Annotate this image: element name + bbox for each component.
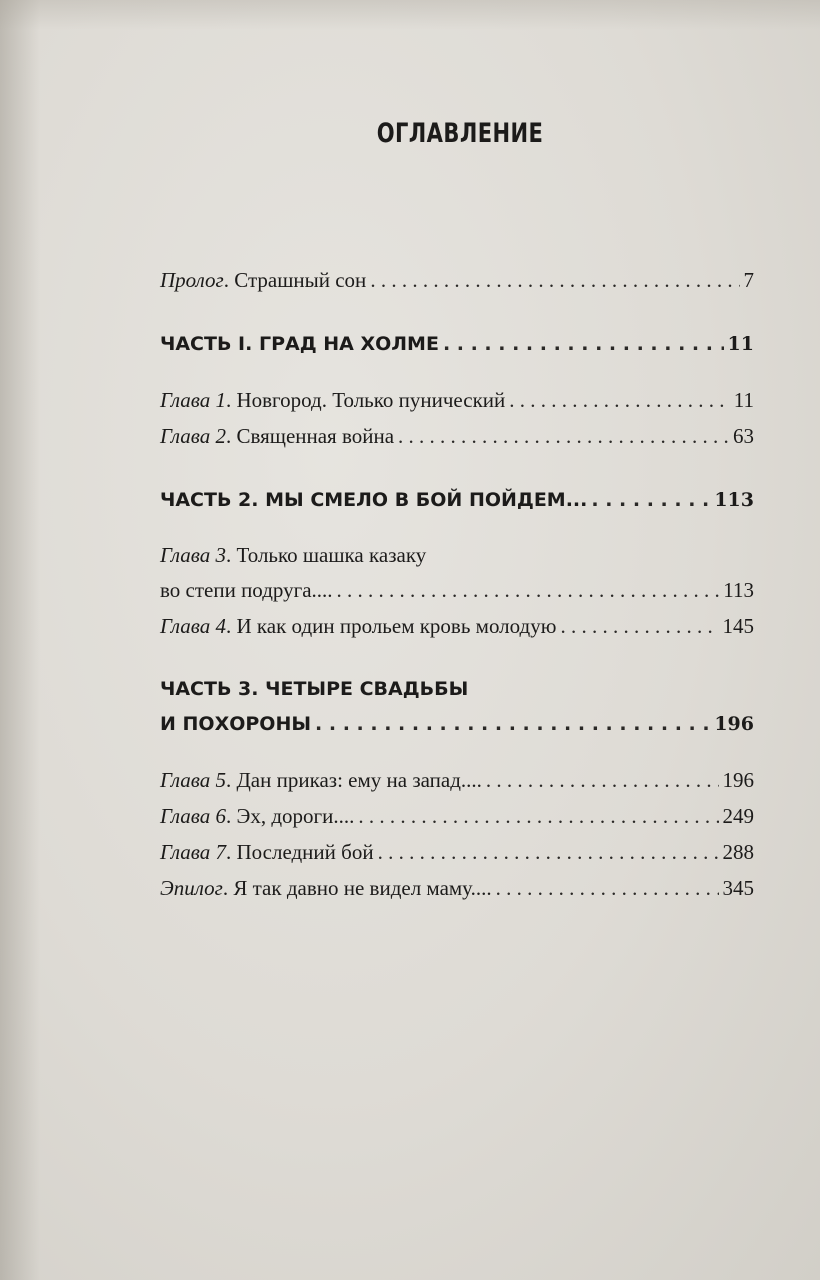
entry-title: . Страшный сон: [223, 268, 367, 292]
toc-entry-chapter-3-line-1: [160, 538, 754, 572]
dot-leader: [486, 762, 719, 798]
entry-page: 63: [733, 424, 754, 448]
dot-leader: [378, 834, 719, 870]
dot-leader: [315, 706, 710, 742]
toc-entry-chapter-2: [160, 418, 754, 454]
toc-part-1: [160, 326, 754, 362]
toc-entry-chapter-1: [160, 382, 754, 418]
toc-entry-chapter-3-line-2: [160, 572, 754, 608]
dot-leader: [443, 326, 724, 362]
toc-entry-chapter-7: [160, 834, 754, 870]
part-page: 113: [714, 489, 754, 511]
entry-title: . И как один прольем кровь молодую: [225, 614, 557, 638]
entry-page: 113: [723, 578, 754, 602]
dot-leader: [337, 572, 720, 608]
entry-page: 288: [722, 840, 754, 864]
entry-page: 196: [722, 768, 754, 792]
dot-leader: [370, 262, 739, 298]
dot-leader: [560, 608, 718, 644]
entry-title: . Только шашка казаку: [225, 543, 427, 567]
entry-label: Пролог: [160, 268, 224, 292]
entry-page: 145: [722, 614, 754, 638]
part-title-continued: И ПОХОРОНЫ: [160, 713, 312, 735]
entry-label: Глава 2: [160, 424, 226, 448]
entry-page: 11: [733, 388, 754, 412]
page-title: ОГЛАВЛЕНИЕ: [376, 118, 544, 149]
entry-page: 7: [743, 268, 754, 292]
dot-leader: [398, 418, 729, 454]
entry-title: . Новгород. Только пунический: [225, 388, 506, 412]
entry-page: 249: [722, 804, 754, 828]
entry-label: Глава 7: [160, 840, 226, 864]
part-title: ЧАСТЬ 2. МЫ СМЕЛО В БОЙ ПОЙДЕМ...: [160, 489, 588, 511]
toc-part-3-line-1: ЧАСТЬ 3. ЧЕТЫРЕ СВАДЬБЫ: [160, 678, 469, 700]
toc-entry-chapter-6: [160, 798, 754, 834]
entry-label: Глава 3: [160, 543, 226, 567]
entry-label: Глава 6: [160, 804, 226, 828]
part-page: 11: [727, 333, 754, 355]
spine-shadow: [0, 0, 40, 1280]
entry-label: Глава 5: [160, 768, 226, 792]
dot-leader: [509, 382, 730, 418]
entry-title: . Эх, дороги....: [225, 804, 355, 828]
entry-title: . Я так давно не видел маму....: [222, 876, 492, 900]
dot-leader: [591, 482, 710, 518]
part-page: 196: [714, 713, 754, 735]
part-title: ЧАСТЬ I. ГРАД НА ХОЛМЕ: [160, 333, 439, 355]
toc-part-3-line-2: [160, 706, 754, 742]
top-shadow: [0, 0, 820, 30]
dot-leader: [358, 798, 718, 834]
entry-title: . Последний бой: [225, 840, 374, 864]
toc-entry-epilogue: [160, 870, 754, 906]
toc-entry-chapter-4: [160, 608, 754, 644]
entry-label: Глава 4: [160, 614, 226, 638]
entry-label: Глава 1: [160, 388, 226, 412]
toc-entry-prologue: [160, 262, 754, 298]
entry-title: . Священная война: [225, 424, 395, 448]
entry-title: . Дан приказ: ему на запад....: [225, 768, 482, 792]
entry-title-continued: во степи подруга....: [160, 578, 333, 602]
toc-entry-chapter-5: [160, 762, 754, 798]
toc-part-2: [160, 482, 754, 518]
entry-page: 345: [722, 876, 754, 900]
entry-label: Эпилог: [160, 876, 223, 900]
dot-leader: [496, 870, 719, 906]
table-of-contents: [160, 262, 754, 906]
